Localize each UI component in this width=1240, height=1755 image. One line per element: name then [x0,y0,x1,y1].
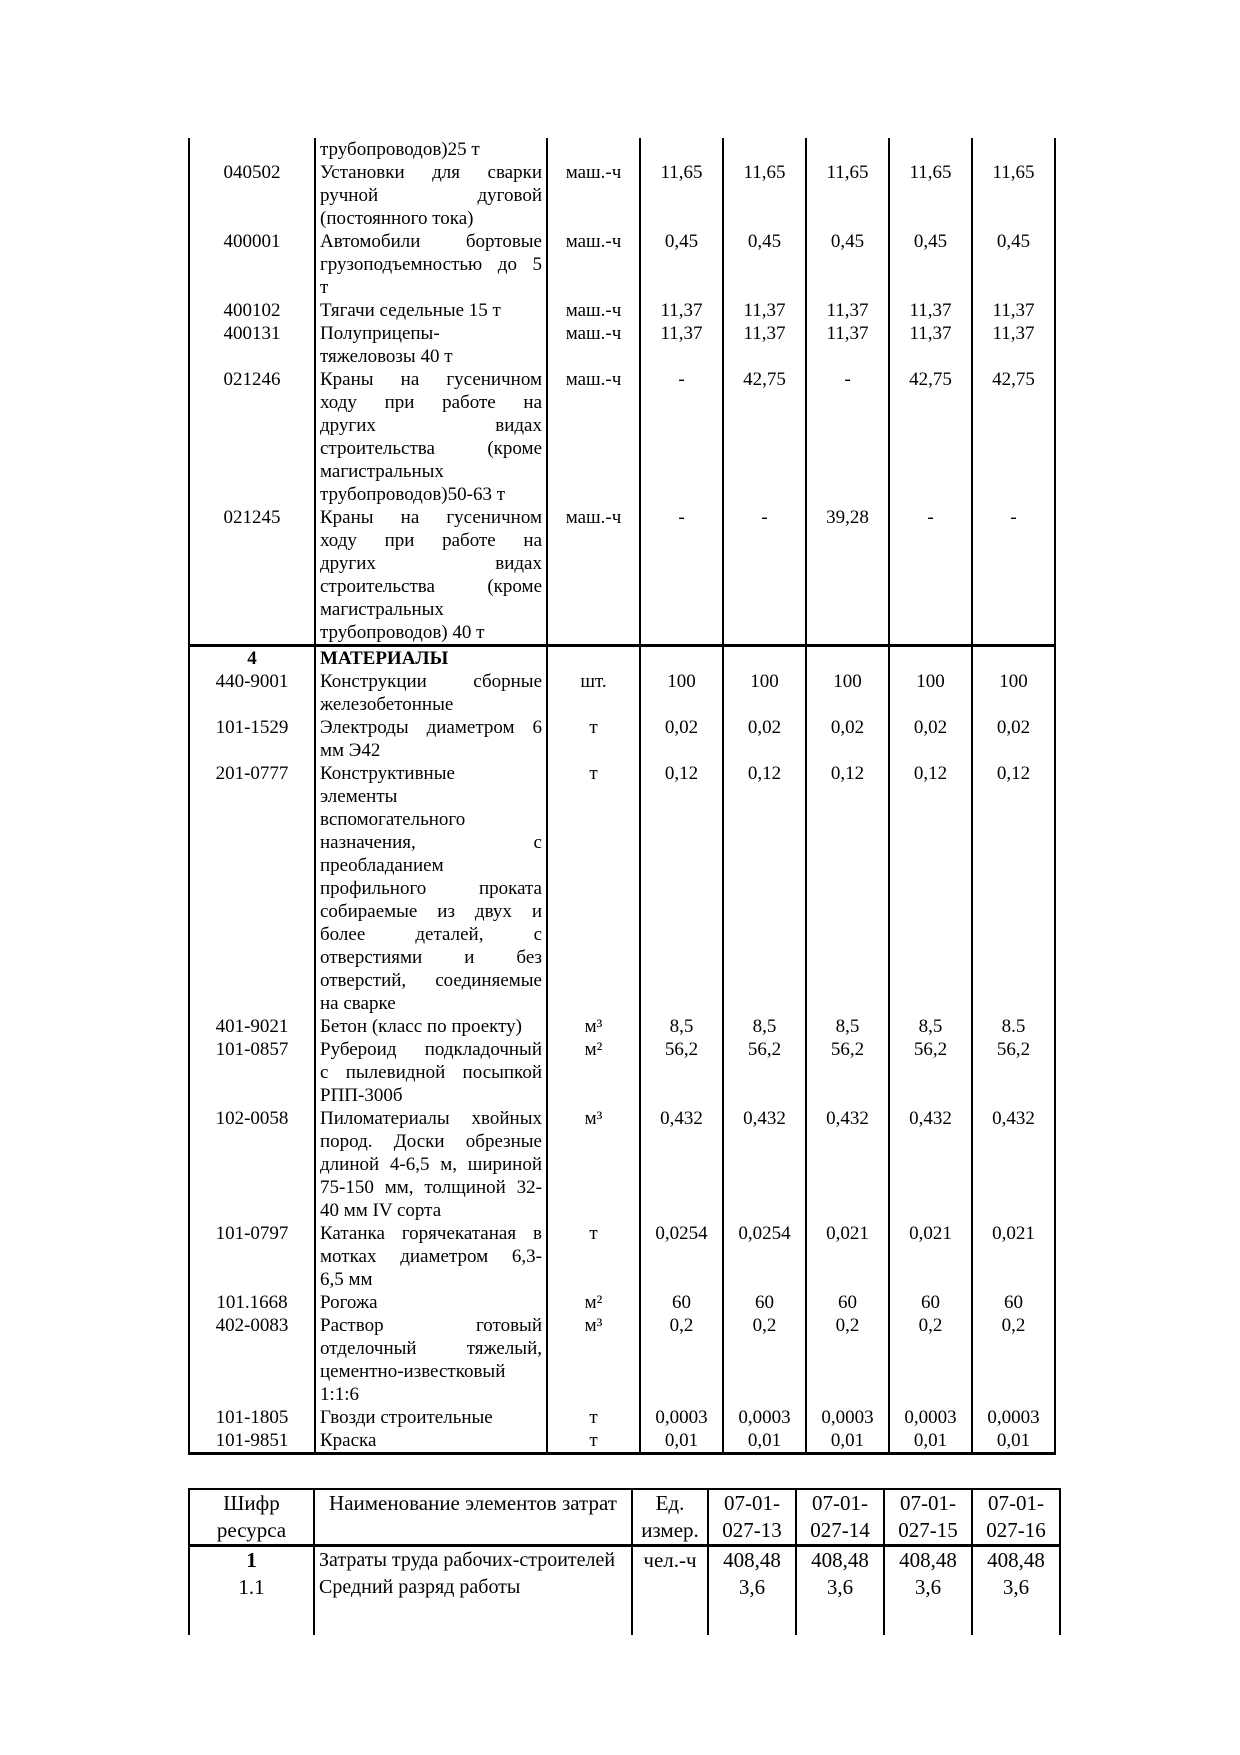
value-cell: 60 [640,1291,723,1314]
value-cell: 0,2 [640,1314,723,1406]
text-line: Рубероид подкладочный [320,1039,542,1060]
text-line: трубопроводов)50-63 т [320,484,506,505]
value-cell: 0,432 [723,1107,806,1222]
value-cell: 0,2 [972,1314,1055,1406]
table-row [189,1015,1055,1038]
header-row [189,1489,1060,1546]
value-cell: 8.5 [972,1015,1055,1038]
text-line: на сварке [320,993,396,1014]
resource-name-cell [315,1291,547,1314]
resource-code-cell: 101-0797 [189,1222,315,1291]
value-cell [723,646,806,671]
resource-name-cell [315,1015,547,1038]
resource-code-cell: 400102 [189,299,315,322]
value-cell: 11,65 [806,161,889,230]
value-cell: 100 [640,670,723,716]
text-line: Краны на гусеничном [320,507,542,528]
unit-cell [547,646,640,671]
value-cell: 0,01 [640,1429,723,1454]
value-cell: 60 [972,1291,1055,1314]
value-cell: 0,12 [806,762,889,1015]
resource-code-cell: 040502 [189,161,315,230]
text-line: Пиломатериалы хвойных [320,1108,542,1129]
resource-code-cell: 101-1805 [189,1406,315,1429]
text-line: 07-01- [988,1491,1044,1515]
value-cell: 0,01 [972,1429,1055,1454]
text-line: 75-150 мм, толщиной 32- [320,1177,542,1198]
text-line: Краны на гусеничном [320,369,542,390]
unit-cell: м² [547,1038,640,1107]
unit-cell: маш.-ч [547,299,640,322]
value-cell: 8,5 [723,1015,806,1038]
value-cell: 0,45 [889,230,972,299]
value-cell: 408,48 [708,1546,796,1575]
value-cell: 3,6 [884,1574,972,1601]
unit-cell: м³ [547,1107,640,1222]
value-cell: 0,01 [723,1429,806,1454]
value-cell: 11,37 [640,322,723,368]
text-line: строительства (кроме [320,438,542,459]
value-cell: - [640,506,723,646]
resource-name-cell [315,161,547,230]
resource-name-cell [315,1222,547,1291]
value-cell: 56,2 [640,1038,723,1107]
value-cell: 0,0003 [972,1406,1055,1429]
value-cell: 100 [806,670,889,716]
cost-name-cell: Средний разряд работы [314,1574,632,1601]
value-cell: 0,02 [806,716,889,762]
value-cell: 3,6 [708,1574,796,1601]
unit-cell: т [547,716,640,762]
text-line: Краска [320,1430,377,1451]
table-row [189,1406,1055,1429]
empty-cell [708,1601,796,1635]
table-row [189,230,1055,299]
text-line: мм Э42 [320,740,381,761]
unit-cell: м² [547,1291,640,1314]
unit-cell: т [547,1429,640,1454]
unit-cell: чел.-ч [632,1546,708,1575]
text-line: цементно-известковый [320,1361,506,1382]
text-line: 027-13 [722,1518,782,1542]
value-cell: - [640,368,723,506]
value-cell: - [972,506,1055,646]
resource-name-cell [315,506,547,646]
column-header-norm-code [796,1489,884,1546]
resource-code-cell: 4 [189,646,315,671]
resource-name-cell [315,322,547,368]
value-cell: 39,28 [806,506,889,646]
table-row [189,646,1055,671]
resource-code-cell: 402-0083 [189,1314,315,1406]
value-cell [972,646,1055,671]
cost-code-cell: 1.1 [189,1574,314,1601]
value-cell: 408,48 [884,1546,972,1575]
value-cell: 0,0254 [640,1222,723,1291]
text-line: Раствор готовый [320,1315,542,1336]
value-cell: 100 [972,670,1055,716]
text-line: Ед. [655,1491,685,1515]
value-cell: 42,75 [889,368,972,506]
table-row [189,1546,1060,1575]
resource-code-cell: 101.1668 [189,1291,315,1314]
unit-cell: т [547,1222,640,1291]
text-line: Гвозди строительные [320,1407,493,1428]
text-line: Установки для сварки [320,162,542,183]
text-line: Тягачи седельные 15 т [320,300,501,321]
table-row [189,1291,1055,1314]
document-page [188,138,1061,1635]
table-row [189,299,1055,322]
resource-name-cell [315,646,547,671]
value-cell [889,138,972,161]
value-cell: 3,6 [796,1574,884,1601]
table-row [189,716,1055,762]
resource-code-cell: 101-0857 [189,1038,315,1107]
text-line: отверстиями и без [320,947,542,968]
value-cell: 0,02 [889,716,972,762]
resource-name-cell [315,670,547,716]
value-cell: 8,5 [640,1015,723,1038]
cost-elements-table [188,1488,1061,1635]
resource-name-cell [315,1429,547,1454]
resource-code-cell: 101-1529 [189,716,315,762]
value-cell: 0,01 [889,1429,972,1454]
table-row [189,1038,1055,1107]
table-row [189,670,1055,716]
text-line: ходу при работе на [320,392,542,413]
column-header-name: Наименование элементов затрат [314,1489,632,1546]
table-row [189,1429,1055,1454]
value-cell: 0,01 [806,1429,889,1454]
value-cell: 11,37 [806,299,889,322]
text-line: отделочный тяжелый, [320,1338,542,1359]
value-cell: 8,5 [806,1015,889,1038]
text-line: (постоянного тока) [320,208,474,229]
value-cell: 42,75 [972,368,1055,506]
text-line: профильного проката [320,878,542,899]
value-cell: 0,45 [723,230,806,299]
text-line: Бетон (класс по проекту) [320,1016,523,1037]
value-cell: 0,2 [723,1314,806,1406]
column-header-norm-code [708,1489,796,1546]
text-line: других видах [320,415,542,436]
resource-code-cell: 102-0058 [189,1107,315,1222]
empty-cell [632,1601,708,1635]
empty-cell [796,1601,884,1635]
value-cell: 11,65 [640,161,723,230]
text-line: ходу при работе на [320,530,542,551]
resource-code-cell: 021245 [189,506,315,646]
value-cell: 0,0003 [806,1406,889,1429]
value-cell: 0,2 [806,1314,889,1406]
resource-name-cell [315,368,547,506]
column-header-norm-code [972,1489,1060,1546]
value-cell: 0,0003 [889,1406,972,1429]
table-row [189,138,1055,161]
value-cell: 0,12 [972,762,1055,1015]
resource-name-cell [315,716,547,762]
value-cell: 0,0254 [723,1222,806,1291]
table-row [189,1574,1060,1601]
text-line: тяжеловозы 40 т [320,346,453,367]
table-row [189,368,1055,506]
value-cell [723,138,806,161]
unit-cell [632,1574,708,1601]
value-cell: 0,45 [806,230,889,299]
unit-cell: маш.-ч [547,161,640,230]
resource-code-cell: 440-9001 [189,670,315,716]
text-line: магистральных [320,461,444,482]
value-cell: 408,48 [972,1546,1060,1575]
text-line: РПП-300б [320,1085,403,1106]
unit-cell: т [547,762,640,1015]
text-line: 1:1:6 [320,1384,360,1405]
text-line: железобетонные [320,694,454,715]
value-cell [889,646,972,671]
value-cell: 0,02 [972,716,1055,762]
text-line: других видах [320,553,542,574]
value-cell: 11,37 [972,322,1055,368]
unit-cell: маш.-ч [547,506,640,646]
value-cell [806,646,889,671]
column-header-resource-code [189,1489,314,1546]
value-cell: 100 [723,670,806,716]
table-row [189,322,1055,368]
value-cell: 42,75 [723,368,806,506]
resource-name-cell [315,1107,547,1222]
cost-name-cell: Затраты труда рабочих-строителей [314,1546,632,1575]
text-line: 07-01- [724,1491,780,1515]
value-cell: 11,65 [972,161,1055,230]
unit-cell [547,138,640,161]
text-line: магистральных [320,599,444,620]
text-line: 027-14 [810,1518,870,1542]
value-cell: 0,0003 [640,1406,723,1429]
resource-name-cell [315,230,547,299]
empty-cell [884,1601,972,1635]
value-cell: 11,37 [723,299,806,322]
resource-name-cell [315,762,547,1015]
table-row [189,1222,1055,1291]
value-cell: 0,12 [640,762,723,1015]
value-cell: 11,37 [889,299,972,322]
text-line: отверстий, соединяемые [320,970,542,991]
unit-cell: маш.-ч [547,230,640,299]
value-cell: 0,021 [972,1222,1055,1291]
value-cell: 56,2 [723,1038,806,1107]
value-cell: 0,0003 [723,1406,806,1429]
text-line: 07-01- [812,1491,868,1515]
value-cell [640,646,723,671]
text-line: МАТЕРИАЛЫ [320,648,449,669]
value-cell: 100 [889,670,972,716]
empty-cell [189,1601,314,1635]
value-cell: 408,48 [796,1546,884,1575]
resource-name-cell [315,1314,547,1406]
column-header-unit [632,1489,708,1546]
value-cell: 0,12 [723,762,806,1015]
unit-cell: шт. [547,670,640,716]
value-cell: 8,5 [889,1015,972,1038]
value-cell: 3,6 [972,1574,1060,1601]
resource-table [188,138,1056,1455]
text-line: с пылевидной посыпкой [320,1062,542,1083]
text-line: мотках диаметром 6,3- [320,1246,542,1267]
resource-name-cell [315,299,547,322]
value-cell: 11,37 [889,322,972,368]
table-row [189,762,1055,1015]
value-cell: - [806,368,889,506]
value-cell: - [889,506,972,646]
value-cell: 11,37 [972,299,1055,322]
text-line: Катанка горячекатаная в [320,1223,542,1244]
value-cell: 11,37 [723,322,806,368]
resource-code-cell [189,138,315,161]
value-cell: 0,45 [640,230,723,299]
value-cell: 11,65 [723,161,806,230]
value-cell: 0,432 [889,1107,972,1222]
value-cell: 0,45 [972,230,1055,299]
text-line: элементы [320,786,398,807]
text-line: пород. Доски обрезные [320,1131,542,1152]
resource-name-cell [315,1038,547,1107]
table-row [189,506,1055,646]
text-line: 40 мм IV сорта [320,1200,442,1221]
text-line: вспомогательного [320,809,466,830]
text-line: Автомобили бортовые [320,231,542,252]
value-cell: 56,2 [972,1038,1055,1107]
text-line: 07-01- [900,1491,956,1515]
text-line: ресурса [216,1518,287,1542]
text-line: Шифр [223,1491,280,1515]
empty-cell [314,1601,632,1635]
unit-cell: т [547,1406,640,1429]
unit-cell: маш.-ч [547,322,640,368]
resource-code-cell: 201-0777 [189,762,315,1015]
cost-code-cell: 1 [189,1546,314,1575]
resource-code-cell: 101-9851 [189,1429,315,1454]
text-line: Электроды диаметром 6 [320,717,542,738]
unit-cell: м³ [547,1314,640,1406]
value-cell: 0,2 [889,1314,972,1406]
text-line: ручной дуговой [320,185,542,206]
text-line: трубопроводов) 40 т [320,622,485,643]
resource-name-cell [315,138,547,161]
value-cell [806,138,889,161]
value-cell: 0,432 [806,1107,889,1222]
table-continuation-row [189,1601,1060,1635]
resource-code-cell: 401-9021 [189,1015,315,1038]
text-line: Конструкции сборные [320,671,542,692]
column-header-norm-code [884,1489,972,1546]
value-cell: 60 [806,1291,889,1314]
value-cell: 0,432 [972,1107,1055,1222]
text-line: более деталей, с [320,924,542,945]
text-line: 6,5 мм [320,1269,373,1290]
value-cell: 0,02 [723,716,806,762]
value-cell: 56,2 [889,1038,972,1107]
text-line: Рогожа [320,1292,378,1313]
text-line: Полуприцепы- [320,323,440,344]
value-cell: 11,37 [806,322,889,368]
table-row [189,1107,1055,1222]
resource-name-cell [315,1406,547,1429]
value-cell: 0,12 [889,762,972,1015]
empty-cell [972,1601,1060,1635]
resource-code-cell: 021246 [189,368,315,506]
resource-code-cell: 400131 [189,322,315,368]
value-cell: 0,021 [889,1222,972,1291]
table-row [189,161,1055,230]
value-cell: 11,65 [889,161,972,230]
value-cell [972,138,1055,161]
text-line: Конструктивные [320,763,455,784]
text-line: 027-16 [986,1518,1046,1542]
text-line: трубопроводов)25 т [320,139,480,160]
text-line: преобладанием [320,855,444,876]
table-row [189,1314,1055,1406]
text-line: длиной 4-6,5 м, шириной [320,1154,542,1175]
text-line: т [320,277,329,298]
text-line: строительства (кроме [320,576,542,597]
value-cell: 60 [889,1291,972,1314]
resource-code-cell: 400001 [189,230,315,299]
value-cell: 0,02 [640,716,723,762]
unit-cell: маш.-ч [547,368,640,506]
text-line: 027-15 [898,1518,958,1542]
value-cell: 11,37 [640,299,723,322]
value-cell: 56,2 [806,1038,889,1107]
text-line: собираемые из двух и [320,901,542,922]
unit-cell: м³ [547,1015,640,1038]
value-cell: 0,021 [806,1222,889,1291]
text-line: назначения, с [320,832,542,853]
text-line: измер. [641,1518,699,1542]
value-cell: - [723,506,806,646]
value-cell [640,138,723,161]
value-cell: 60 [723,1291,806,1314]
text-line: грузоподъемностью до 5 [320,254,542,275]
value-cell: 0,432 [640,1107,723,1222]
